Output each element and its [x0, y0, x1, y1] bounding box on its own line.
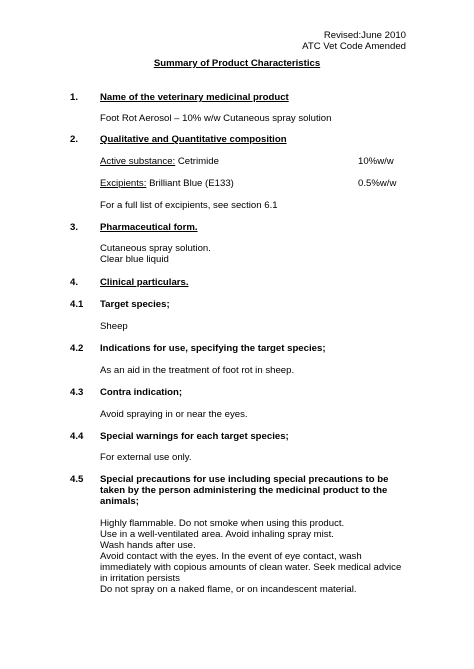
- active-substance-row: [100, 156, 219, 167]
- indications-text: As an aid in the treatment of foot rot in sheep.: [100, 365, 295, 376]
- section-4-5-number: 4.5: [70, 474, 84, 485]
- target-species-text: Sheep: [100, 321, 128, 332]
- section-4-5-heading-line-2: taken by the person administering the medicinal product to the: [100, 485, 388, 496]
- pharmaceutical-form-line-2: Clear blue liquid: [100, 254, 169, 265]
- excipients-row: [100, 178, 234, 189]
- product-name: Foot Rot Aerosol – 10% w/w Cutaneous spray solution: [100, 113, 332, 124]
- precaution-line: Do not spray on a naked flame, or on incandescent material.: [100, 584, 357, 595]
- pharmaceutical-form-line-1: Cutaneous spray solution.: [100, 243, 211, 254]
- section-2-number: 2.: [70, 134, 79, 145]
- excipients-value: 0.5%w/w: [358, 178, 397, 189]
- contra-indication-text: Avoid spraying in or near the eyes.: [100, 409, 248, 420]
- section-4-4-heading: Special warnings for each target species;: [100, 431, 289, 442]
- section-4-2-number: 4.2: [70, 343, 84, 354]
- active-substance-label: Active substance:: [100, 156, 176, 167]
- section-4-3-heading: Contra indication;: [100, 387, 183, 398]
- precaution-line: Avoid contact with the eyes. In the event of eye contact, wash: [100, 551, 362, 562]
- section-4-1-number: 4.1: [70, 299, 84, 310]
- section-3-heading: Pharmaceutical form.: [100, 222, 198, 233]
- active-substance-name: Cetrimide: [177, 156, 219, 167]
- document-title: Summary of Product Characteristics: [153, 58, 321, 69]
- section-1-number: 1.: [70, 92, 79, 103]
- section-4-heading: Clinical particulars.: [100, 277, 189, 288]
- section-4-1-heading: Target species;: [100, 299, 170, 310]
- section-4-number: 4.: [70, 277, 79, 288]
- section-1-heading: Name of the veterinary medicinal product: [100, 92, 289, 103]
- precaution-line: Use in a well-ventilated area. Avoid inhaling spray mist.: [100, 529, 334, 540]
- excipients-name: Brilliant Blue (E133): [149, 178, 234, 189]
- section-4-2-heading: Indications for use, specifying the target species;: [100, 343, 326, 354]
- excipients-label: Excipients:: [100, 178, 147, 189]
- precaution-line: Wash hands after use.: [100, 540, 196, 551]
- section-4-5-heading-line-1: Special precautions for use including special precautions to be: [100, 474, 389, 485]
- section-4-4-number: 4.4: [70, 431, 84, 442]
- excipients-note: For a full list of excipients, see section 6.1: [100, 200, 278, 211]
- special-warnings-text: For external use only.: [100, 452, 192, 463]
- section-4-5-heading-line-3: animals;: [100, 496, 139, 507]
- precaution-line: in irritation persists: [100, 573, 180, 584]
- active-substance-value: 10%w/w: [358, 156, 394, 167]
- section-2-heading: Qualitative and Quantitative composition: [100, 134, 287, 145]
- precaution-line: Highly flammable. Do not smoke when using this product.: [100, 518, 345, 529]
- section-4-3-number: 4.3: [70, 387, 84, 398]
- section-3-number: 3.: [70, 222, 79, 233]
- precaution-line: immediately with copious amounts of clean water. Seek medical advice: [100, 562, 402, 573]
- revised-date: Revised:June 2010: [323, 30, 406, 41]
- atc-amended-note: ATC Vet Code Amended: [302, 41, 406, 52]
